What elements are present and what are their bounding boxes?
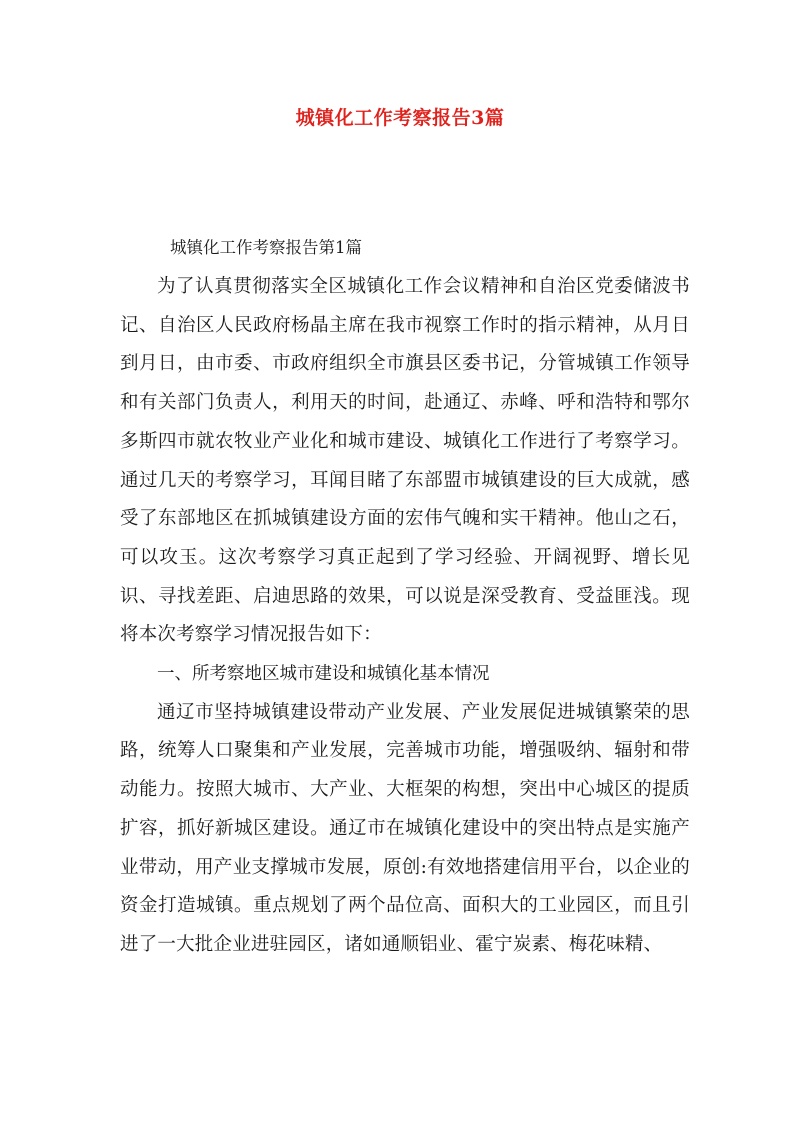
paragraph-tongliao: 通辽市坚持城镇建设带动产业发展、产业发展促进城镇繁荣的思路，统筹人口聚集和产业发展，完善城市功能，增强吸纳、辐射和带动能力。按照大城市、大产业、大框架的构想，突出中心城区的提质扩容，抓好新城区建设。通辽市在城镇化建设中的突出特点是实施产业带动，用产业支撑城市发展，原创:有效地搭建信用平台，以企业的资金打造城镇。重点规划了两个品位高、面积大的工业园区，而且引进了一大批企业进驻园区，诸如通顺铝业、霍宁炭素、梅花味精、 [120,701,690,955]
subheading-basic-situation: 一、所考察地区城市建设和城镇化基本情况 [157,664,490,685]
document-title: 城镇化工作考察报告3篇 [295,107,505,129]
document-body [120,228,690,965]
section-heading: 城镇化工作考察报告第1篇 [170,238,362,257]
paragraph-intro: 为了认真贯彻落实全区城镇化工作会议精神和自治区党委储波书记、自治区人民政府杨晶主席在我市视察工作时的指示精神，从月日到月日，由市委、市政府组织全市旗县区委书记，分管城镇工作领导和有关部门负责人，利用天的时间，赴通辽、赤峰、呼和浩特和鄂尔多斯四市就农牧业产业化和城市建设、城镇化工作进行了考察学习。通过几天的考察学习，耳闻目睹了东部盟市城镇建设的巨大成就，感受了东部地区在抓城镇建设方面的宏伟气魄和实干精神。他山之石，可以攻玉。这次考察学习真正起到了学习经验、开阔视野、增长见识、寻找差距、启迪思路的效果，可以说是深受教育、受益匪浅。现将本次考察学习情况报告如下： [120,276,690,646]
